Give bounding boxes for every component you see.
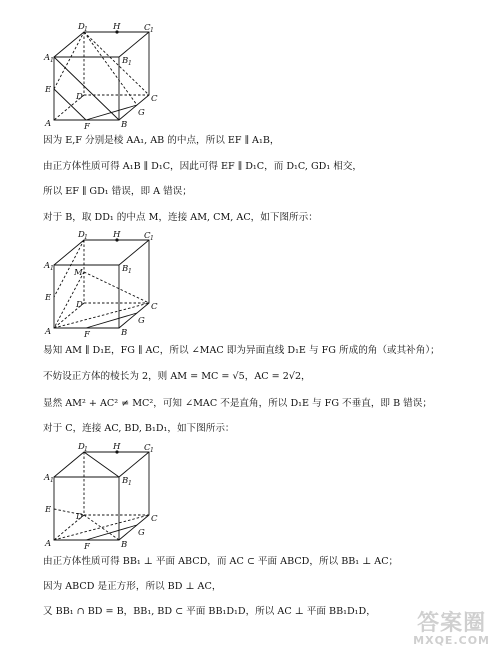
svg-text:1: 1: [50, 265, 54, 272]
cube-figure-2: [42, 230, 162, 338]
label-D: D: [76, 92, 83, 102]
text-line-10: 因为 ABCD 是正方形，所以 BD ⊥ AC，: [43, 581, 222, 592]
label-D1: D: [78, 442, 85, 452]
label-B1: B: [122, 264, 129, 274]
label-H: H: [113, 230, 121, 240]
watermark-main: 答案圈: [417, 611, 487, 636]
svg-text:1: 1: [84, 234, 88, 241]
svg-text:1: 1: [128, 268, 132, 275]
cube-diagram: [42, 230, 162, 338]
svg-text:1: 1: [84, 26, 88, 33]
label-H: H: [113, 22, 121, 32]
label-E: E: [45, 85, 52, 95]
label-B: B: [121, 328, 128, 338]
svg-text:1: 1: [128, 480, 132, 487]
label-B: B: [121, 540, 128, 550]
label-C1: C: [144, 23, 151, 33]
text-line-4: 对于 B，取 DD₁ 的中点 M，连接 AM, CM, AC，如下图所示：: [43, 212, 318, 223]
label-A1: A: [44, 473, 51, 483]
text-line-8: 对于 C，连接 AC, BD, B₁D₁，如下图所示：: [43, 423, 235, 434]
svg-text:1: 1: [150, 447, 154, 454]
label-C: C: [151, 514, 158, 524]
cube-figure-3: [42, 442, 162, 550]
label-H: H: [113, 442, 121, 452]
label-A1: A: [44, 53, 51, 63]
label-B1: B: [122, 476, 129, 486]
svg-text:1: 1: [128, 60, 132, 67]
text-line-11: 又 BB₁ ∩ BD = B，BB₁, BD ⊂ 平面 BB₁D₁D，所以 AC ⊥ 平面 BB₁D₁D，: [43, 606, 376, 617]
label-E: E: [45, 293, 52, 303]
svg-text:1: 1: [50, 57, 54, 64]
label-F: F: [84, 542, 90, 550]
label-B: B: [121, 120, 128, 130]
svg-text:1: 1: [150, 235, 154, 242]
text-line-2: 由正方体性质可得 A₁B ∥ D₁C，因此可得 EF ∥ D₁C，而 D₁C, GD₁ 相交，: [43, 161, 363, 172]
label-D1: D: [78, 22, 85, 32]
svg-text:1: 1: [150, 27, 154, 34]
label-A1: A: [44, 261, 51, 271]
label-D: D: [76, 300, 83, 310]
label-M: M: [74, 268, 83, 278]
label-C1: C: [144, 231, 151, 241]
cube-diagram: [42, 442, 162, 550]
text-line-9: 由正方体性质可得 BB₁ ⊥ 平面 ABCD，而 AC ⊂ 平面 ABCD，所以 BB₁ ⊥ AC；: [43, 556, 399, 567]
text-line-6: 不妨设正方体的棱长为 2，则 AM = MC = √5，AC = 2√2，: [43, 371, 311, 382]
label-E: E: [45, 505, 52, 515]
watermark-logo: [413, 613, 490, 647]
label-D1: D: [78, 230, 85, 240]
label-A: A: [45, 327, 52, 337]
text-line-5: 易知 AM ∥ D₁E，FG ∥ AC，所以 ∠MAC 即为异面直线 D₁E 与 FG 所成的角（或其补角）；: [43, 345, 440, 356]
label-A: A: [45, 119, 52, 129]
label-G: G: [138, 528, 145, 538]
cube-diagram: [42, 22, 162, 130]
watermark-sub: MXQE.COM: [413, 634, 490, 647]
label-A: A: [45, 539, 52, 549]
text-line-3: 所以 EF ∥ GD₁ 错误，即 A 错误；: [43, 186, 192, 197]
label-F: F: [84, 330, 90, 338]
text-line-7: 显然 AM² + AC² ≠ MC²，可知 ∠MAC 不是直角，所以 D₁E 与 FG 不垂直，即 B 错误；: [43, 398, 432, 409]
label-F: F: [84, 122, 90, 130]
label-G: G: [138, 316, 145, 326]
svg-text:1: 1: [84, 446, 88, 453]
label-B1: B: [122, 56, 129, 66]
text-line-1: 因为 E,F 分别是棱 AA₁, AB 的中点，所以 EF ∥ A₁B，: [43, 135, 280, 146]
label-C: C: [151, 302, 158, 312]
cube-figure-1: [42, 22, 162, 130]
label-G: G: [138, 108, 145, 118]
label-D: D: [76, 512, 83, 522]
svg-text:1: 1: [50, 477, 54, 484]
label-C1: C: [144, 443, 151, 453]
label-C: C: [151, 94, 158, 104]
